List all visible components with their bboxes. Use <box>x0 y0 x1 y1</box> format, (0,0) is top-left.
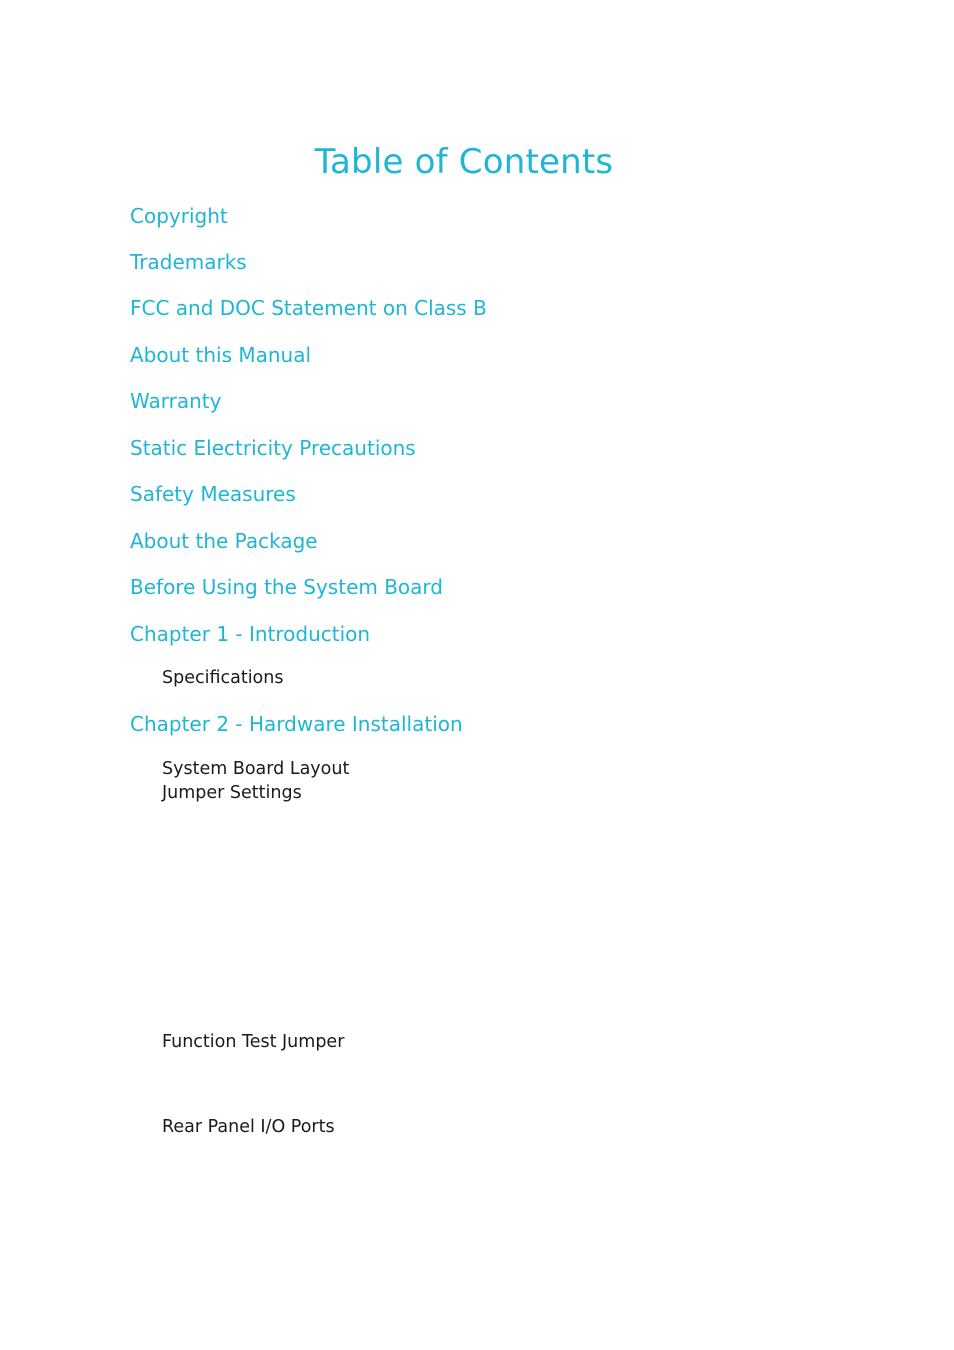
toc-sublink-function-test-jumper[interactable]: Function Test Jumper <box>162 1032 345 1052</box>
toc-link-about-package[interactable]: About the Package <box>130 529 318 553</box>
toc-link-before-using[interactable]: Before Using the System Board <box>130 575 443 599</box>
toc-link-fcc-doc-statement[interactable]: FCC and DOC Statement on Class B <box>130 296 487 320</box>
toc-sublink-specifications[interactable]: Specifications <box>162 668 284 688</box>
toc-link-chapter-1[interactable]: Chapter 1 - Introduction <box>130 622 371 646</box>
page-title: Table of Contents <box>314 142 614 182</box>
toc-link-warranty[interactable]: Warranty <box>130 389 222 413</box>
toc-link-safety-measures[interactable]: Safety Measures <box>130 482 296 506</box>
toc-sublink-system-board-layout[interactable]: System Board Layout <box>162 759 350 779</box>
toc-link-copyright[interactable]: Copyright <box>130 204 228 228</box>
toc-sublink-jumper-settings[interactable]: Jumper Settings <box>162 783 302 803</box>
toc-link-static-electricity[interactable]: Static Electricity Precautions <box>130 436 416 460</box>
toc-link-chapter-2[interactable]: Chapter 2 - Hardware Installation <box>130 712 463 736</box>
toc-sublink-rear-panel-io[interactable]: Rear Panel I/O Ports <box>162 1117 335 1137</box>
toc-link-about-manual[interactable]: About this Manual <box>130 343 312 367</box>
toc-link-trademarks[interactable]: Trademarks <box>130 250 247 274</box>
